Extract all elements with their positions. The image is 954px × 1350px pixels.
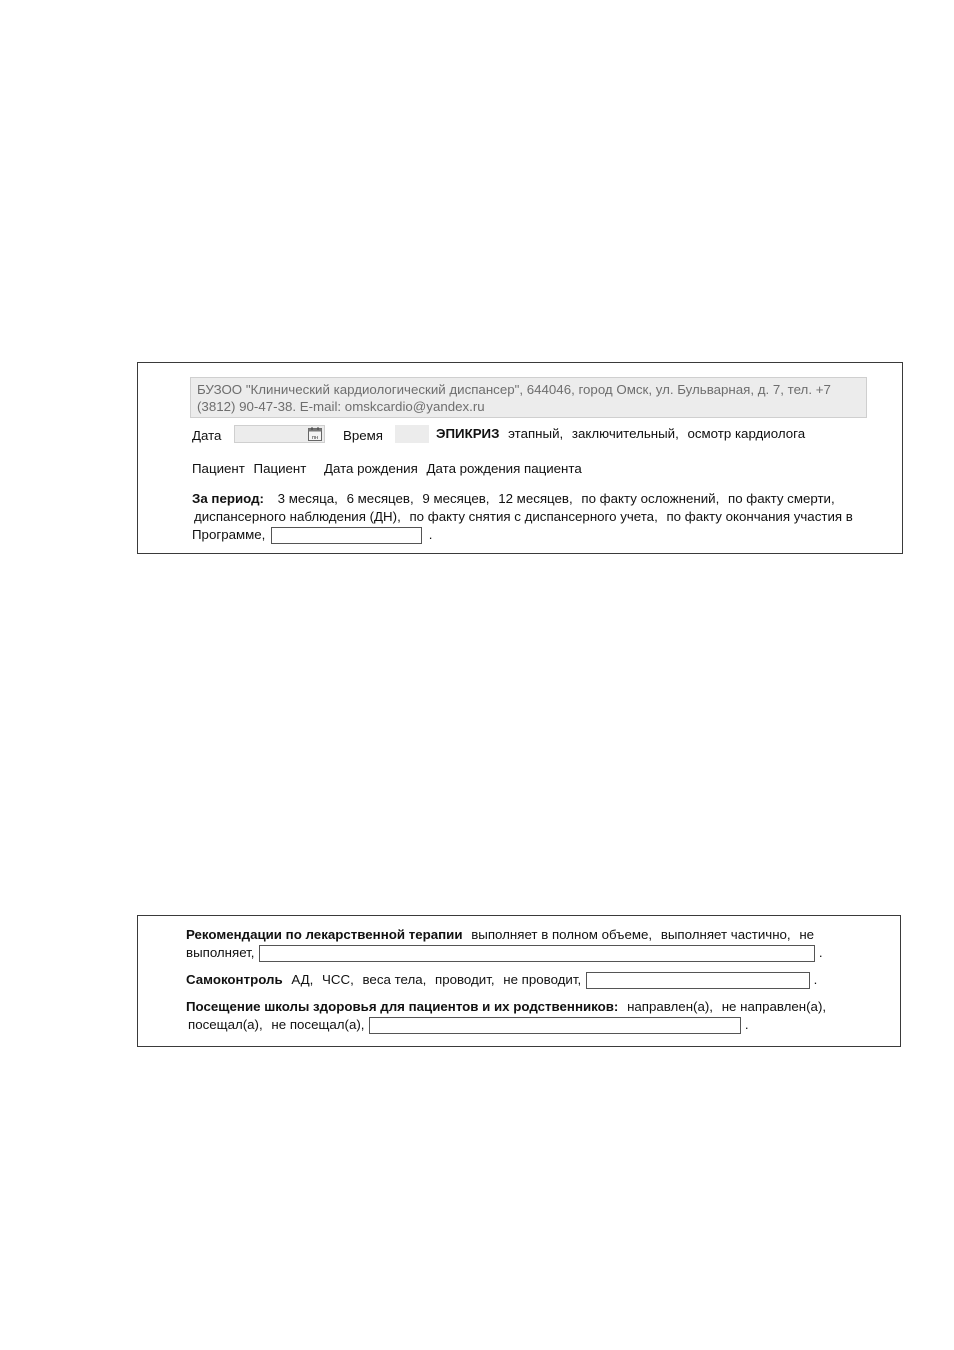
period-line2 xyxy=(194,508,853,525)
period-option-6m[interactable]: 6 месяцев, xyxy=(346,491,414,506)
period-other-input[interactable] xyxy=(271,527,422,544)
drug-option-not[interactable]: не xyxy=(799,927,815,942)
drug-therapy-label: Рекомендации по лекарственной терапии xyxy=(186,927,463,942)
epicrisis-option-cardio-exam[interactable]: осмотр кардиолога xyxy=(687,426,806,441)
clinic-header-line1: БУЗОО "Клинический кардиологический диспансер", 644046, город Омск, ул. Бульварная, д. 7, тел. +7 xyxy=(197,382,831,397)
birth-line xyxy=(324,460,582,477)
period-end-mark: . xyxy=(428,527,433,542)
period-option-program[interactable]: Программе, xyxy=(192,527,266,542)
time-input[interactable] xyxy=(395,425,429,443)
school-line2 xyxy=(188,1016,749,1034)
drug-option-not-cont[interactable]: выполняет, xyxy=(186,945,255,960)
time-label: Время xyxy=(343,428,384,443)
drug-end-mark: . xyxy=(818,945,823,960)
selfcontrol-option-bp[interactable]: АД, xyxy=(291,972,314,987)
patient-value: Пациент xyxy=(253,461,307,476)
period-option-12m[interactable]: 12 месяцев, xyxy=(498,491,573,506)
selfcontrol-label: Самоконтроль xyxy=(186,972,283,987)
selfcontrol-option-hr[interactable]: ЧСС, xyxy=(322,972,354,987)
epicrisis-header-panel xyxy=(137,362,903,554)
school-option-attended[interactable]: посещал(а), xyxy=(188,1017,263,1032)
period-option-program-end[interactable]: по факту окончания участия в xyxy=(666,509,853,524)
school-other-input[interactable] xyxy=(369,1017,741,1034)
epicrisis-option-final[interactable]: заключительный, xyxy=(571,426,679,441)
epicrisis-label: ЭПИКРИЗ xyxy=(436,426,500,441)
birth-label: Дата рождения xyxy=(324,461,418,476)
patient-label: Пациент xyxy=(192,461,245,476)
recommendations-panel xyxy=(137,915,901,1047)
clinic-header-line2: (3812) 90-47-38. E-mail: omskcardio@yandex.ru xyxy=(197,399,485,414)
period-label: За период: xyxy=(192,491,264,506)
date-label: Дата xyxy=(192,428,222,443)
school-option-not-attended[interactable]: не посещал(а), xyxy=(271,1017,365,1032)
period-option-complications[interactable]: по факту осложнений, xyxy=(581,491,720,506)
birth-value: Дата рождения пациента xyxy=(426,461,582,476)
period-option-death[interactable]: по факту смерти, xyxy=(728,491,835,506)
epicrisis-option-staged[interactable]: этапный, xyxy=(508,426,564,441)
period-line1 xyxy=(192,490,835,507)
selfcontrol-line xyxy=(186,971,817,989)
school-line1 xyxy=(186,998,826,1015)
period-line3 xyxy=(192,526,432,544)
calendar-icon[interactable] xyxy=(308,427,322,441)
period-option-dn[interactable]: диспансерного наблюдения (ДН), xyxy=(194,509,401,524)
drug-option-partial[interactable]: выполняет частично, xyxy=(660,927,791,942)
clinic-header-box xyxy=(190,377,867,418)
epicrisis-line xyxy=(436,425,805,442)
school-end-mark: . xyxy=(744,1017,749,1032)
period-option-9m[interactable]: 9 месяцев, xyxy=(422,491,490,506)
selfcontrol-option-does[interactable]: проводит, xyxy=(435,972,495,987)
selfcontrol-option-weight[interactable]: веса тела, xyxy=(362,972,427,987)
drug-other-input[interactable] xyxy=(259,945,815,962)
school-option-referred[interactable]: направлен(а), xyxy=(627,999,713,1014)
patient-line xyxy=(192,460,306,477)
selfcontrol-end-mark: . xyxy=(813,972,818,987)
school-option-not-referred[interactable]: не направлен(а), xyxy=(721,999,827,1014)
period-option-deregistration[interactable]: по факту снятия с диспансерного учета, xyxy=(409,509,658,524)
school-label: Посещение школы здоровья для пациентов и их родственников: xyxy=(186,999,619,1014)
period-option-3m[interactable]: 3 месяца, xyxy=(277,491,338,506)
selfcontrol-option-does-not[interactable]: не проводит, xyxy=(503,972,582,987)
drug-line1 xyxy=(186,926,814,943)
drug-line2 xyxy=(186,944,823,962)
date-input[interactable] xyxy=(234,425,325,443)
drug-option-full[interactable]: выполняет в полном объеме, xyxy=(471,927,653,942)
selfcontrol-other-input[interactable] xyxy=(586,972,810,989)
calendar-icon-text: пн xyxy=(311,435,319,441)
